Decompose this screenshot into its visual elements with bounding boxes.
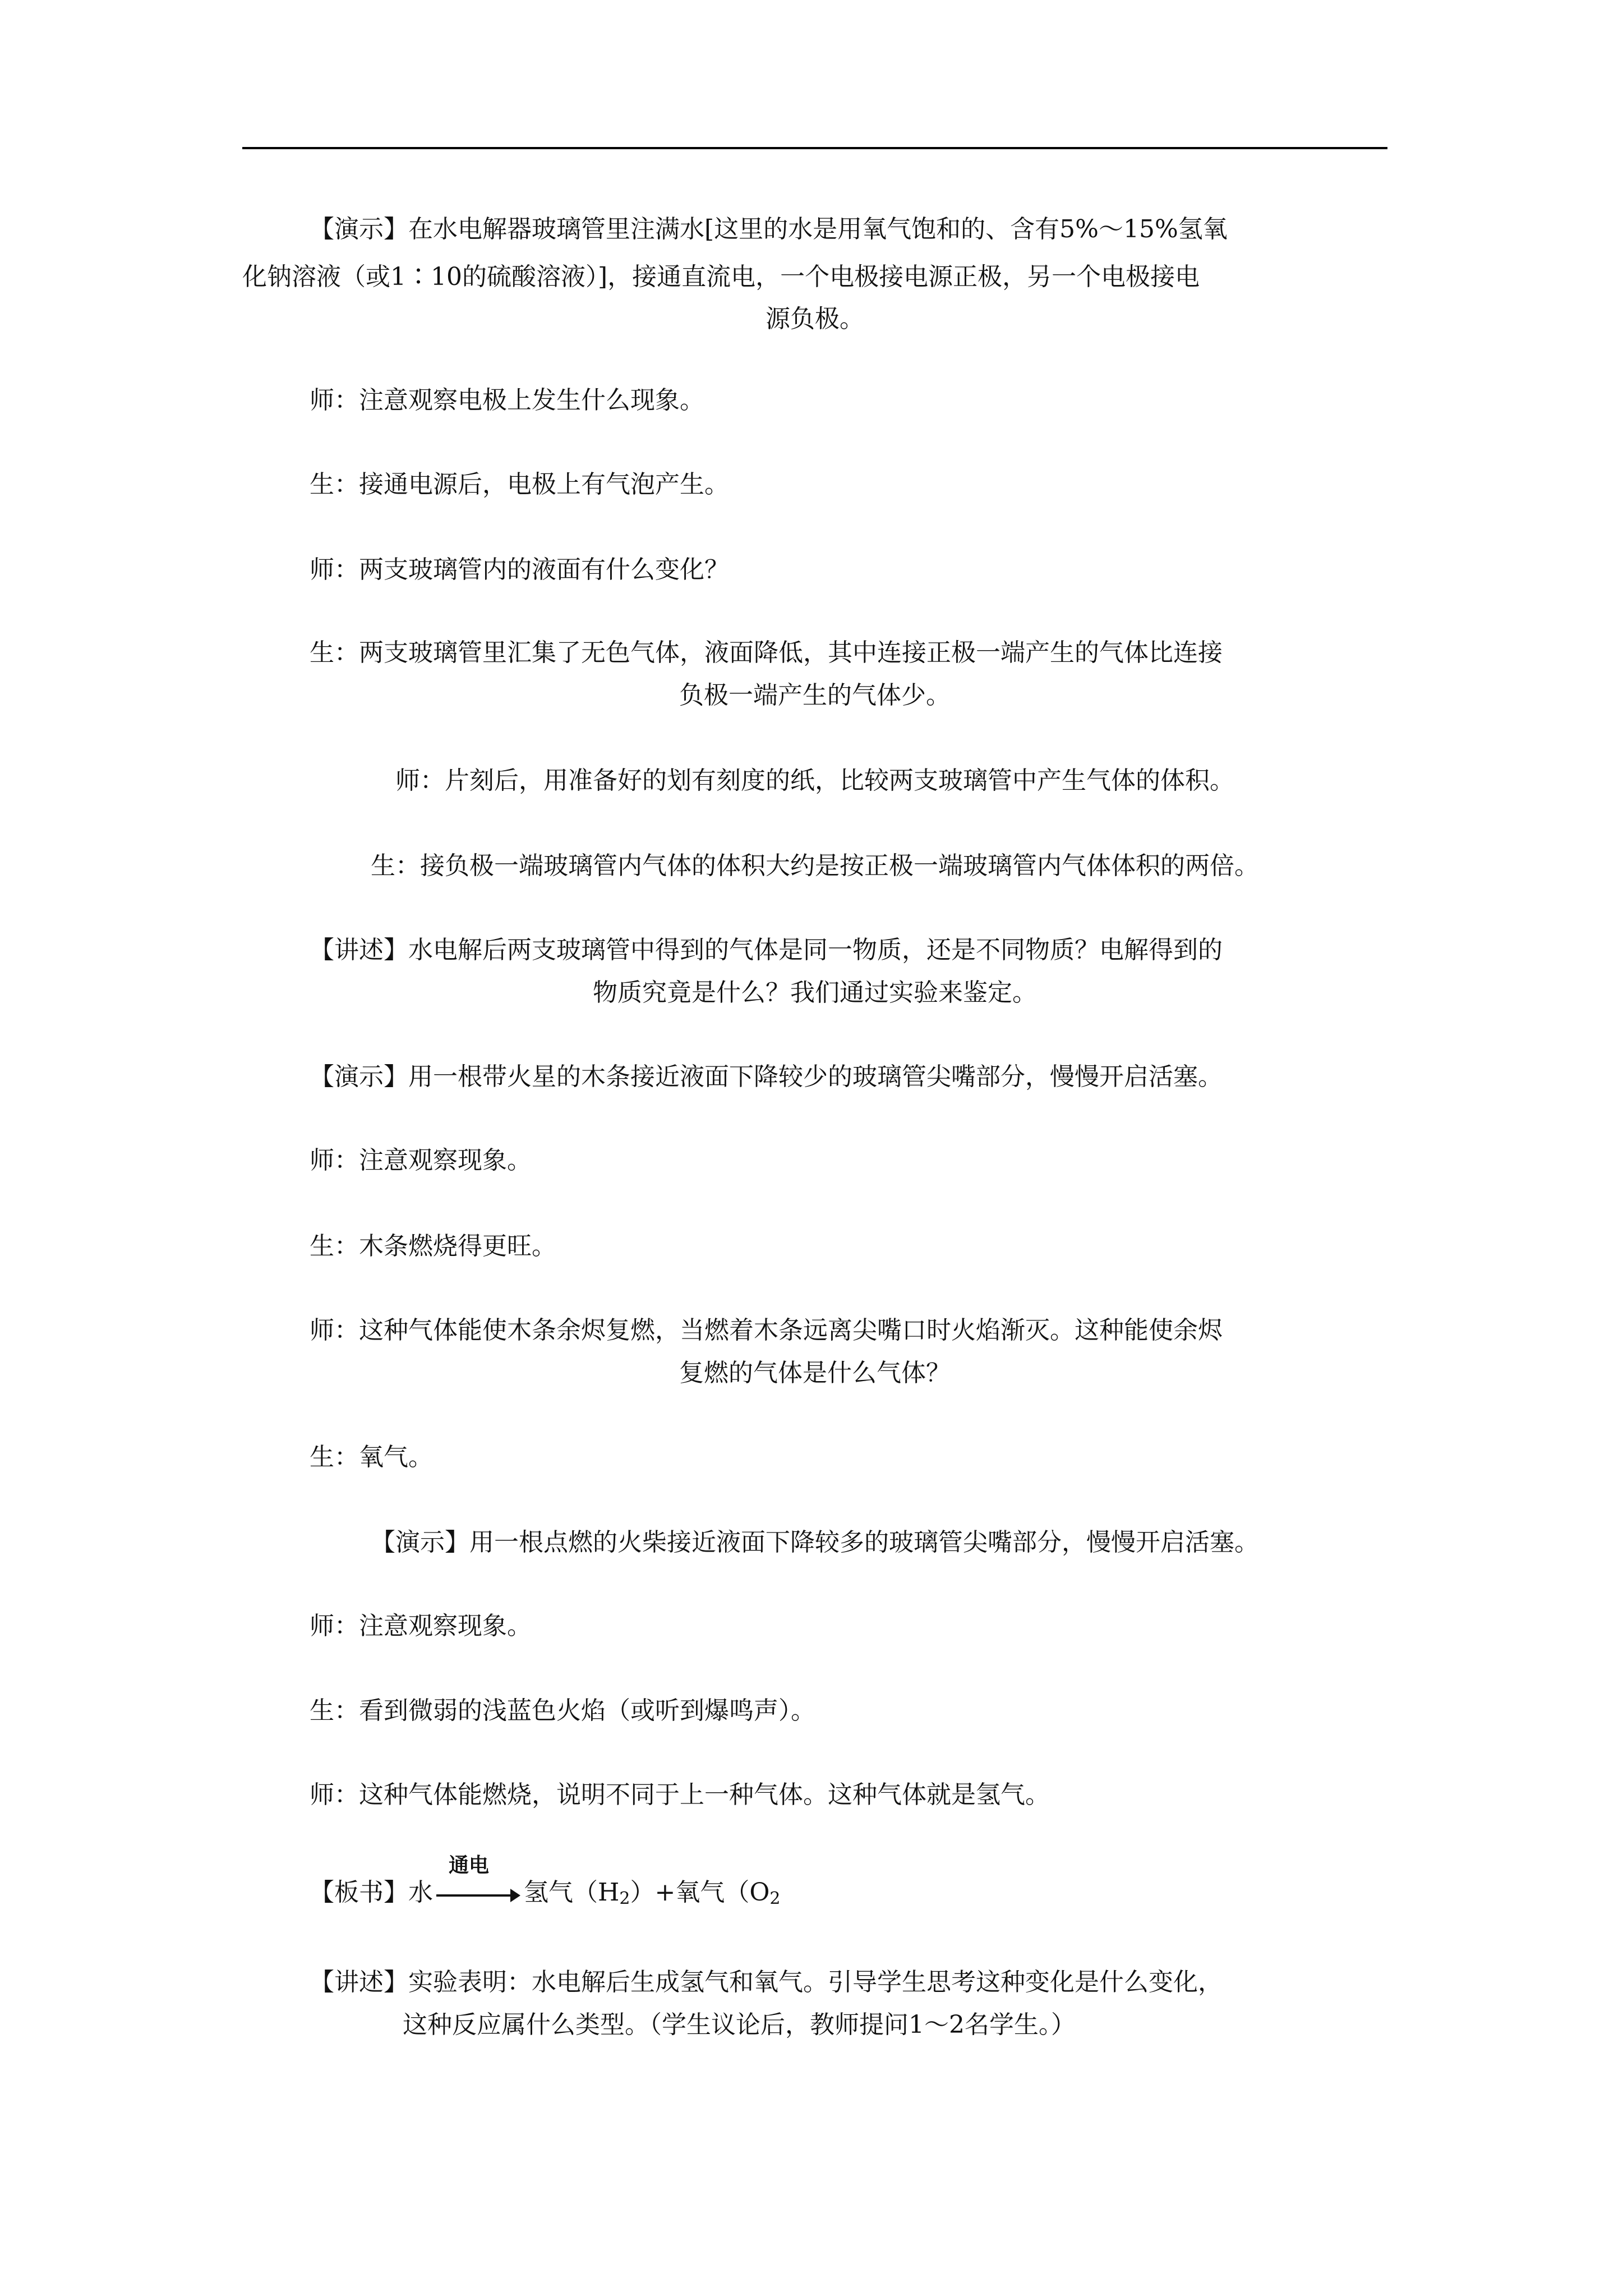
dialogue-student-3: 生：接负极一端玻璃管内气体的体积大约是按正极一端玻璃管内气体体积的两倍。 [371,852,1259,880]
paragraph-demo-1-line-3: 源负极。 [766,305,864,333]
dialogue-teacher-7: 师：这种气体能燃烧，说明不同于上一种气体。这种气体就是氢气。 [310,1780,1050,1809]
reaction-product-1: 氢气（H [524,1878,620,1907]
dialogue-teacher-5-line-1: 师：这种气体能使木条余烬复燃，当燃着木条远离尖嘴口时火焰渐灭。这种能使余烬 [310,1316,1223,1345]
narration-1-line-2: 物质究竟是什么？我们通过实验来鉴定。 [593,978,1037,1007]
dialogue-student-1: 生：接通电源后，电极上有气泡产生。 [310,470,729,499]
arrow-shaft [436,1894,514,1897]
dialogue-student-2-line-1: 生：两支玻璃管里汇集了无色气体，液面降低，其中连接正极一端产生的气体比连接 [310,638,1223,667]
reaction-condition: 通电 [449,1853,490,1877]
dialogue-teacher-4: 师：注意观察现象。 [310,1146,532,1175]
narration-2-line-2: 这种反应属什么类型。（学生议论后，教师提问1～2名学生。） [403,2010,1076,2039]
paragraph-demo-3: 【演示】用一根点燃的火柴接近液面下降较多的玻璃管尖嘴部分，慢慢开启活塞。 [371,1528,1259,1557]
reaction-product-1-close: ） [630,1878,655,1907]
reaction-plus: + [654,1878,676,1907]
dialogue-teacher-6: 师：注意观察现象。 [310,1612,532,1640]
dialogue-student-5: 生：氧气。 [310,1443,433,1471]
paragraph-demo-1-line-1: 【演示】在水电解器玻璃管里注满水[这里的水是用氧气饱和的、含有5%～15%氢氧 [310,215,1228,243]
dialogue-teacher-1: 师：注意观察电极上发生什么现象。 [310,386,704,415]
dialogue-teacher-3: 师：片刻后，用准备好的划有刻度的纸，比较两支玻璃管中产生气体的体积。 [395,766,1234,795]
arrow-head-icon [510,1889,520,1902]
dialogue-student-6: 生：看到微弱的浅蓝色火焰（或听到爆鸣声）。 [310,1696,815,1725]
reaction-arrow [436,1853,520,1906]
dialogue-teacher-2: 师：两支玻璃管内的液面有什么变化？ [310,555,729,584]
dialogue-teacher-5-line-2: 复燃的气体是什么气体？ [679,1359,951,1387]
blackboard-reaction [310,1853,781,1917]
paragraph-demo-1-line-2: 化钠溶液（或1∶10的硫酸溶液）]，接通直流电，一个电极接电源正极，另一个电极接电 [242,263,1200,291]
paragraph-demo-2: 【演示】用一根带火星的木条接近液面下降较少的玻璃管尖嘴部分，慢慢开启活塞。 [310,1062,1223,1091]
dialogue-student-4: 生：木条燃烧得更旺。 [310,1232,556,1260]
reaction-product-1-subscript: 2 [619,1889,630,1908]
reaction-product-2: 氧气（O [675,1878,770,1907]
reaction-reactant: 水 [408,1878,433,1907]
narration-1-line-1: 【讲述】水电解后两支玻璃管中得到的气体是同一物质，还是不同物质？电解得到的 [310,936,1223,964]
dialogue-student-2-line-2: 负极一端产生的气体少。 [679,681,951,710]
narration-2-line-1: 【讲述】实验表明：水电解后生成氢气和氧气。引导学生思考这种变化是什么变化， [310,1968,1223,1996]
header-rule [242,147,1387,149]
reaction-prefix: 【板书】 [310,1878,408,1907]
reaction-product-2-subscript: 2 [769,1889,781,1908]
